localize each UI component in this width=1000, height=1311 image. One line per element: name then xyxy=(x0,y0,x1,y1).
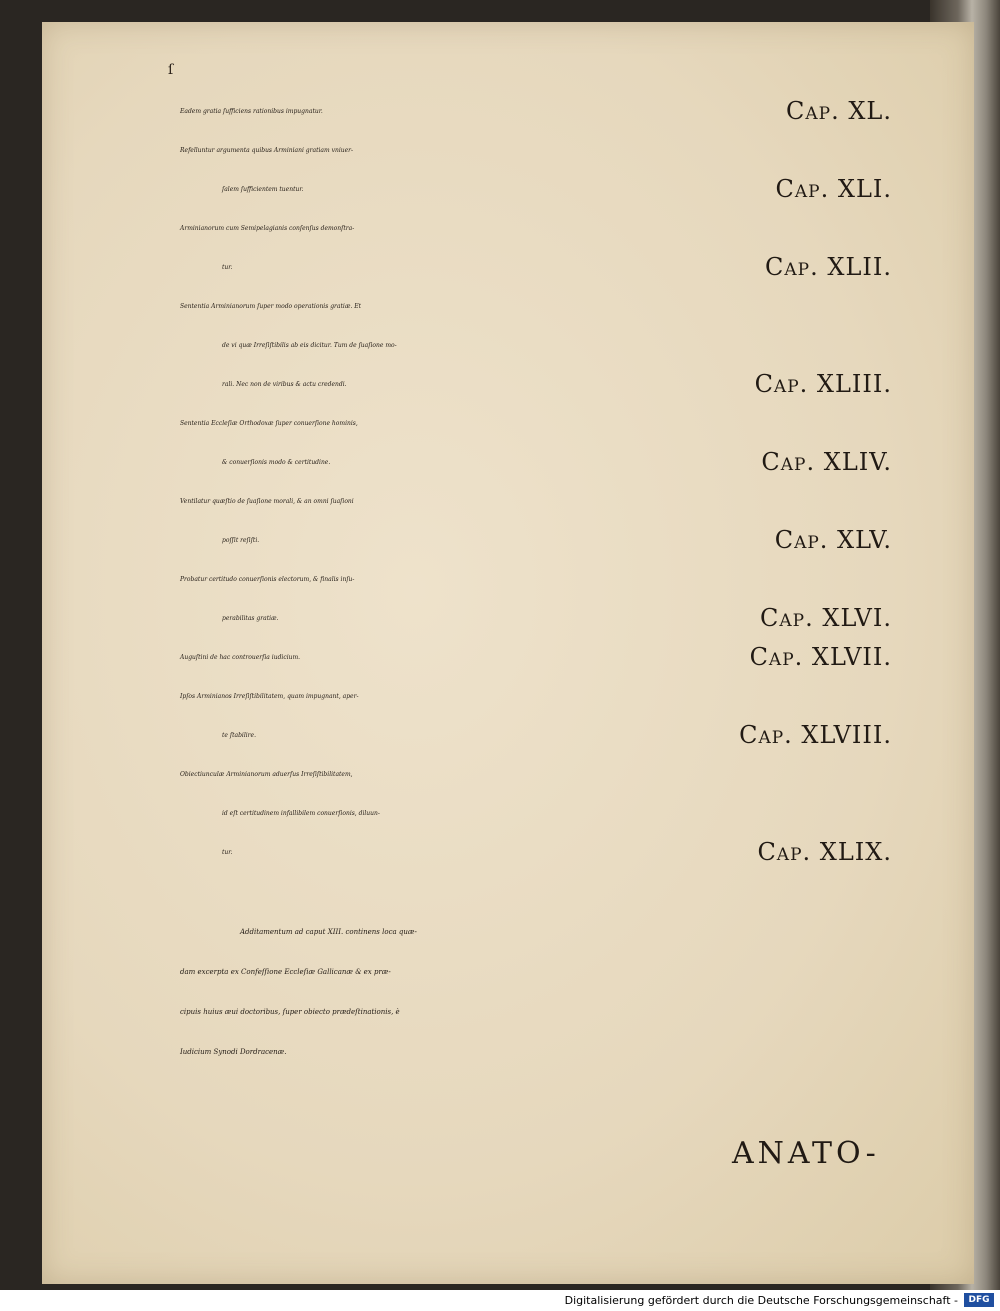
toc-entry xyxy=(180,209,900,287)
toc-entry-line: Ventilatur quæſtio de ſuaſione morali, & an omni ſuaſioni xyxy=(180,498,354,505)
chapter-number: Cap. XL. xyxy=(786,97,892,125)
toc-entry-line: Auguſtini de hac controuerſia iudicium. xyxy=(180,654,301,661)
chapter-number: Cap. XLI. xyxy=(775,175,892,203)
chapter-number: Cap. XLVII. xyxy=(749,643,892,671)
toc-entry-line: & conuerſionis modo & certitudine. xyxy=(222,459,331,466)
toc-entry-line: tur. xyxy=(222,264,233,271)
chapter-number: Cap. XLIII. xyxy=(754,370,892,398)
toc-entry-line: Refelluntur argumenta quibus Arminiani gratiam vniuer- xyxy=(180,147,354,154)
chapter-number: Cap. XLVI. xyxy=(760,604,892,632)
dfg-logo: DFG xyxy=(964,1293,994,1307)
addendum-paragraph xyxy=(180,912,910,1072)
page-mark: ſ xyxy=(168,62,174,78)
toc-entry xyxy=(180,638,900,677)
toc-entry-line: tur. xyxy=(222,849,233,856)
catchword: ANATO- xyxy=(732,1136,880,1171)
toc-entry-line: id eſt certitudinem infallibilem conuerſionis, diluun- xyxy=(222,810,380,817)
addendum-line: Additamentum ad caput XIII. continens loca quæ- xyxy=(240,928,417,936)
toc-entry-line: Sententia Arminianorum ſuper modo operationis gratiæ. Et xyxy=(180,303,362,310)
chapter-number: Cap. XLV. xyxy=(774,526,892,554)
toc-entry-line: te ſtabilire. xyxy=(222,732,257,739)
toc-entry-line: rali. Nec non de viribus & actu credendi. xyxy=(222,381,347,388)
toc-entry-line: ſalem ſufficientem tuentur. xyxy=(222,186,304,193)
chapter-number: Cap. XLII. xyxy=(765,253,892,281)
chapter-number: Cap. XLIX. xyxy=(757,838,892,866)
toc-entry-line: Sententia Eccleſiæ Orthodoxæ ſuper conuerſione hominis, xyxy=(180,420,358,427)
chapter-number: Cap. XLIV. xyxy=(761,448,892,476)
toc-entry-line: Probatur certitudo conuerſionis electorum, & finalis inſu- xyxy=(180,576,355,583)
toc-entry-line: Obiectiunculæ Arminianorum aduerſus Irreſiſtibilitatem, xyxy=(180,771,353,778)
toc-entry xyxy=(180,287,900,404)
addendum-line: Iudicium Synodi Dordracenæ. xyxy=(180,1048,287,1056)
digitization-footer xyxy=(0,1290,1000,1311)
toc-entry xyxy=(180,755,900,872)
chapter-number: Cap. XLVIII. xyxy=(739,721,892,749)
table-of-contents xyxy=(180,92,900,872)
toc-entry-line: Ipſos Arminianos Irreſiſtibilitatem, quam impugnant, aper- xyxy=(180,693,359,700)
toc-entry-line: Eadem gratia ſufficiens rationibus impugnatur. xyxy=(180,108,323,115)
toc-entry xyxy=(180,404,900,482)
toc-entry-line: de vi quæ Irreſiſtibilis ab eis dicitur. Tum de ſuaſione mo- xyxy=(222,342,397,349)
toc-entry-line: Arminianorum cum Semipelagianis conſenſus demonſtra- xyxy=(180,225,355,232)
toc-entry xyxy=(180,482,900,560)
footer-credit: Digitalisierung gefördert durch die Deutsche Forschungsgemeinschaft - xyxy=(564,1294,958,1307)
toc-entry xyxy=(180,677,900,755)
toc-entry xyxy=(180,131,900,209)
toc-entry-line: perabilitas gratiæ. xyxy=(222,615,279,622)
addendum-line: cipuis huius æui doctoribus, ſuper obiecto prædeſtinationis, è xyxy=(180,1008,400,1016)
toc-entry xyxy=(180,92,900,131)
addendum-line: dam excerpta ex Confeſſione Eccleſiæ Gallicanæ & ex præ- xyxy=(180,968,391,976)
toc-entry xyxy=(180,560,900,638)
toc-entry-line: poſſit reſiſti. xyxy=(222,537,260,544)
